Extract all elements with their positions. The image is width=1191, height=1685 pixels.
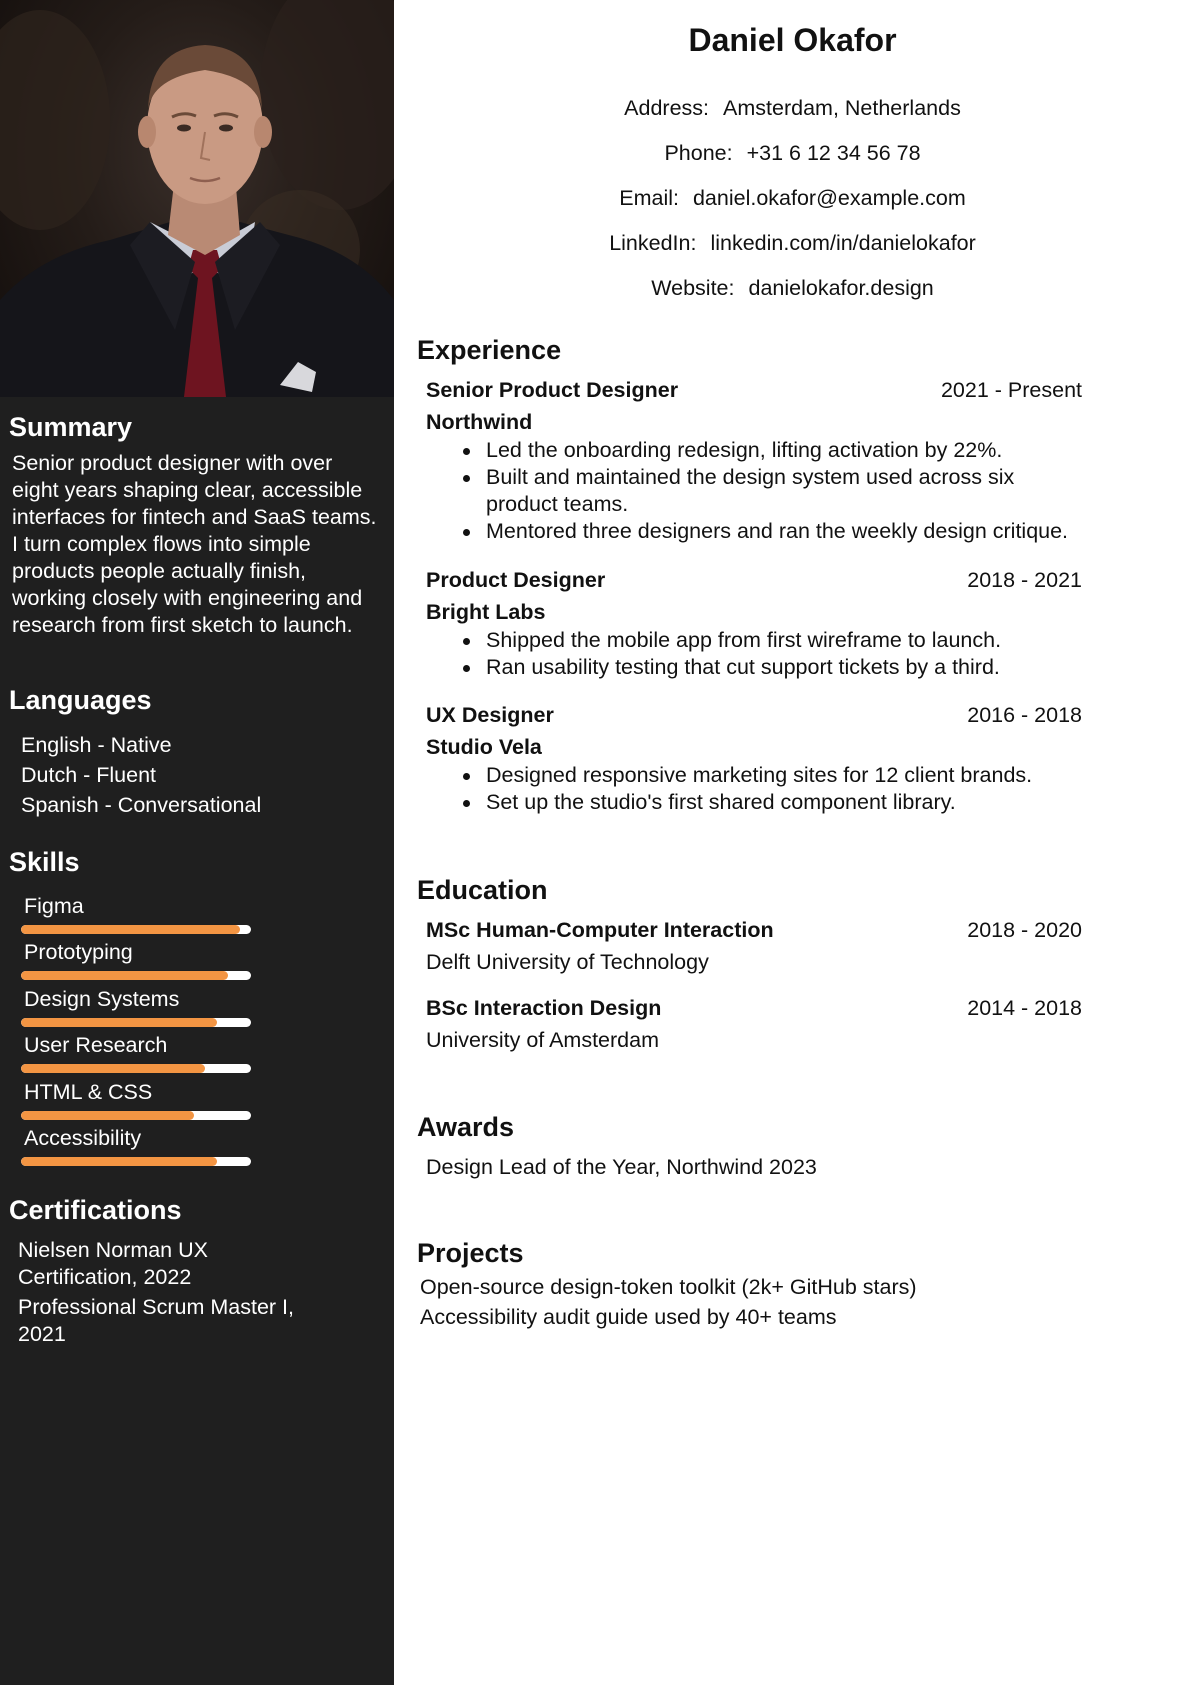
skill-item (21, 986, 251, 1027)
education-heading: Education (417, 875, 548, 905)
education-dates: 2018 - 2020 (967, 918, 1082, 942)
skill-bar-fill (21, 925, 240, 934)
company-name: Bright Labs (426, 600, 546, 624)
certifications-list (18, 1237, 318, 1351)
company-name: Studio Vela (426, 735, 542, 759)
project-item: Open-source design-token toolkit (2k+ GitHub stars) (420, 1275, 917, 1299)
skill-item (21, 1125, 251, 1166)
experience-entry (426, 375, 1082, 545)
job-bullets (460, 762, 1082, 816)
education-entry (426, 993, 1082, 1055)
skill-bar-fill (21, 1111, 194, 1120)
bullet-item: Set up the studio's first shared component library. (460, 789, 1082, 816)
experience-heading: Experience (417, 335, 562, 365)
skills-heading: Skills (9, 847, 80, 877)
skill-label: User Research (24, 1033, 168, 1057)
bullet-item: Shipped the mobile app from first wireframe to launch. (460, 627, 1082, 654)
job-title: Senior Product Designer (426, 378, 679, 402)
job-bullets (460, 437, 1082, 545)
linkedin-link[interactable]: linkedin.com/in/danielokafor (710, 231, 976, 255)
skill-item (21, 939, 251, 980)
job-title: UX Designer (426, 703, 554, 727)
bullet-item: Mentored three designers and ran the weekly design critique. (460, 518, 1082, 545)
skill-bar-track (21, 1111, 251, 1120)
contact-email (394, 186, 1191, 211)
contact-linkedin (394, 231, 1191, 256)
contact-label: LinkedIn: (609, 231, 697, 255)
job-dates: 2018 - 2021 (967, 568, 1082, 592)
degree-title: MSc Human-Computer Interaction (426, 918, 774, 942)
award-item: Design Lead of the Year, Northwind 2023 (426, 1155, 817, 1179)
skill-label: HTML & CSS (24, 1080, 153, 1104)
skill-label: Accessibility (24, 1126, 142, 1150)
skill-label: Design Systems (24, 987, 180, 1011)
contact-label: Address: (624, 96, 710, 120)
certifications-heading: Certifications (9, 1195, 182, 1225)
main-content (394, 0, 1191, 1685)
summary-text: Senior product designer with over eight years shaping clear, accessible interfaces for fintech and SaaS teams. I turn complex flows into simple products people actually finish, working closely with engineering and research from first sketch to launch. (12, 451, 377, 637)
experience-entry (426, 700, 1082, 816)
project-item: Accessibility audit guide used by 40+ teams (420, 1305, 837, 1329)
portrait-illustration (0, 0, 394, 397)
skill-bar-track (21, 1157, 251, 1166)
language-item: English - Native (21, 733, 172, 757)
school-name: Delft University of Technology (426, 950, 709, 974)
languages-heading: Languages (9, 685, 152, 715)
company-name: Northwind (426, 410, 533, 434)
contact-value: +31 6 12 34 56 78 (746, 141, 921, 165)
contact-website (394, 276, 1191, 301)
profile-photo (0, 0, 394, 397)
certification-item: Nielsen Norman UX Certification, 2022 (18, 1238, 208, 1289)
school-name: University of Amsterdam (426, 1028, 659, 1052)
bullet-item: Designed responsive marketing sites for 12 client brands. (460, 762, 1082, 789)
contact-address (394, 96, 1191, 121)
skill-bar-track (21, 925, 251, 934)
bullet-item: Built and maintained the design system used across six product teams. (460, 464, 1082, 518)
skill-bar-fill (21, 1157, 217, 1166)
languages-list (21, 730, 261, 820)
skill-item (21, 893, 251, 934)
contact-label: Email: (619, 186, 679, 210)
certification-item: Professional Scrum Master I, 2021 (18, 1295, 295, 1346)
skill-bar-track (21, 1018, 251, 1027)
contact-value: Amsterdam, Netherlands (723, 96, 961, 120)
candidate-name: Daniel Okafor (688, 22, 897, 58)
bullet-item: Ran usability testing that cut support tickets by a third. (460, 654, 1082, 681)
skill-bar-fill (21, 1064, 205, 1073)
skill-bar-fill (21, 971, 228, 980)
website-link[interactable]: danielokafor.design (748, 276, 934, 300)
skill-item (21, 1032, 251, 1073)
skill-bar-fill (21, 1018, 217, 1027)
bullet-item: Led the onboarding redesign, lifting activation by 22%. (460, 437, 1082, 464)
contact-label: Phone: (664, 141, 733, 165)
email-link[interactable]: daniel.okafor@example.com (692, 186, 966, 210)
sidebar (0, 0, 394, 1685)
contact-phone (394, 141, 1191, 166)
language-item: Dutch - Fluent (21, 763, 157, 787)
education-dates: 2014 - 2018 (967, 996, 1082, 1020)
job-bullets (460, 627, 1082, 681)
skill-item (21, 1079, 251, 1120)
skill-label: Figma (24, 894, 84, 918)
job-title: Product Designer (426, 568, 606, 592)
skill-bar-track (21, 1064, 251, 1073)
awards-heading: Awards (417, 1112, 515, 1142)
job-dates: 2016 - 2018 (967, 703, 1082, 727)
degree-title: BSc Interaction Design (426, 996, 662, 1020)
job-dates: 2021 - Present (940, 378, 1082, 402)
summary-heading: Summary (9, 412, 133, 442)
contact-label: Website: (651, 276, 735, 300)
education-entry (426, 915, 1082, 977)
projects-heading: Projects (417, 1238, 524, 1268)
skill-label: Prototyping (24, 940, 133, 964)
skill-bar-track (21, 971, 251, 980)
language-item: Spanish - Conversational (21, 793, 262, 817)
experience-entry (426, 565, 1082, 681)
